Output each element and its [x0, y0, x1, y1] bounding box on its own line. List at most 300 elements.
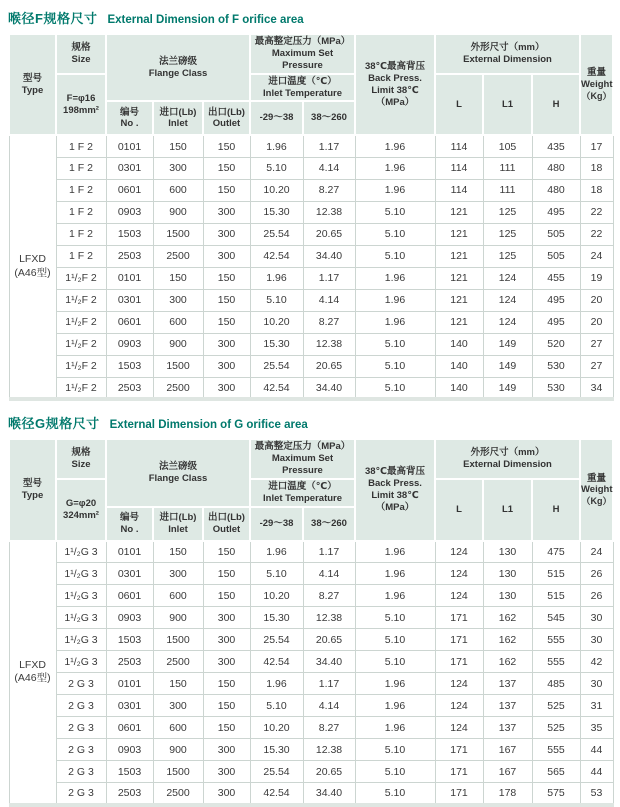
data-cell: 137	[483, 717, 532, 739]
data-cell: 475	[532, 541, 580, 563]
data-cell: 495	[532, 311, 580, 333]
data-cell: 300	[153, 563, 203, 585]
data-cell: 525	[532, 695, 580, 717]
size-spec-line1: G=φ20	[65, 498, 97, 509]
size-spec-line2: 324mm²	[63, 509, 99, 521]
data-cell: 1.96	[355, 157, 435, 179]
table-row	[9, 607, 613, 629]
data-cell: 1 F 2	[56, 245, 106, 267]
table-row	[9, 355, 613, 377]
data-cell: 5.10	[355, 245, 435, 267]
data-cell: 27	[580, 333, 613, 355]
inlettemp-label-zh: 进口温度（℃）	[268, 481, 337, 492]
data-cell: 600	[153, 179, 203, 201]
table-row	[9, 377, 613, 399]
table-row	[9, 585, 613, 607]
inlet-label-en: Inlet	[168, 523, 188, 535]
data-cell: 1503	[106, 223, 153, 245]
data-cell: 42	[580, 651, 613, 673]
table-row	[9, 201, 613, 223]
backpress-label-zh: 38℃最高背压	[364, 60, 426, 72]
section-title-g-zh: 喉径G规格尺寸	[8, 416, 100, 432]
data-cell: 34.40	[303, 651, 355, 673]
data-cell: 5.10	[355, 333, 435, 355]
data-cell: 17	[580, 135, 613, 157]
data-cell: 8.27	[303, 585, 355, 607]
data-cell: 5.10	[355, 739, 435, 761]
maxset-label-zh: 最高整定压力（MPa）	[254, 36, 351, 47]
data-cell: 114	[435, 135, 483, 157]
data-cell: 34	[580, 377, 613, 399]
inlet-label-zh: 进口(Lb)	[159, 511, 197, 523]
data-cell: 30	[580, 673, 613, 695]
data-cell: 4.14	[303, 695, 355, 717]
data-cell: 5.10	[355, 651, 435, 673]
data-cell: 124	[435, 695, 483, 717]
type-label-en: Type	[21, 490, 44, 502]
col-header-flange-class	[106, 34, 250, 101]
data-cell: 600	[153, 585, 203, 607]
data-cell: 34.40	[303, 377, 355, 399]
data-cell: 150	[203, 563, 250, 585]
size-label-zh: 规格	[71, 447, 91, 459]
data-cell: 5.10	[355, 201, 435, 223]
data-cell: 900	[153, 739, 203, 761]
data-cell: 124	[435, 673, 483, 695]
data-cell: 300	[203, 607, 250, 629]
data-cell: 1.96	[355, 717, 435, 739]
data-cell: 2500	[153, 377, 203, 399]
weight-label-zh: 重量	[587, 67, 607, 79]
data-cell: 8.27	[303, 311, 355, 333]
col-header-range-low: -29～38	[250, 101, 303, 135]
data-cell: 1.96	[250, 541, 303, 563]
data-cell: 1¹/₂F 2	[56, 355, 106, 377]
data-cell: 8.27	[303, 717, 355, 739]
size-label-en: Size	[71, 459, 91, 471]
table-row	[9, 245, 613, 267]
extdim-label-en: External Dimension	[463, 459, 552, 471]
data-cell: 124	[435, 541, 483, 563]
data-cell: 2503	[106, 783, 153, 805]
weight-unit: （Kg）	[581, 496, 612, 507]
data-cell: 25.54	[250, 761, 303, 783]
data-cell: 5.10	[355, 629, 435, 651]
data-cell: 515	[532, 563, 580, 585]
maxset-label-en: Maximum Set Pressure	[271, 47, 334, 71]
extdim-label-zh: 外形尺寸（mm）	[470, 447, 545, 459]
data-cell: 15.30	[250, 201, 303, 223]
data-cell: 25.54	[250, 223, 303, 245]
data-cell: 121	[435, 289, 483, 311]
data-cell: 600	[153, 717, 203, 739]
data-cell: 300	[203, 739, 250, 761]
section-title-f	[8, 8, 612, 27]
data-cell: 5.10	[250, 695, 303, 717]
data-cell: 0301	[106, 157, 153, 179]
data-cell: 1¹/₂F 2	[56, 333, 106, 355]
data-cell: 20.65	[303, 629, 355, 651]
table-row	[9, 311, 613, 333]
data-cell: 10.20	[250, 311, 303, 333]
flange-label-zh: 法兰磅级	[158, 55, 197, 67]
col-header-external-dimension	[435, 34, 580, 74]
table-row	[9, 179, 613, 201]
extdim-label-zh: 外形尺寸（mm）	[470, 41, 545, 53]
data-cell: 12.38	[303, 739, 355, 761]
table-row	[9, 761, 613, 783]
data-cell: 1503	[106, 355, 153, 377]
data-cell: 171	[435, 761, 483, 783]
data-cell: 162	[483, 629, 532, 651]
data-cell: 1.96	[355, 267, 435, 289]
data-cell: 150	[153, 673, 203, 695]
col-header-inlet	[153, 507, 203, 541]
data-cell: 150	[153, 135, 203, 157]
col-header-flange-class	[106, 439, 250, 506]
col-header-weight	[580, 439, 613, 540]
data-cell: 53	[580, 783, 613, 805]
data-cell: 900	[153, 607, 203, 629]
col-header-range-high: 38～260	[303, 101, 355, 135]
data-cell: 15.30	[250, 607, 303, 629]
data-cell: 575	[532, 783, 580, 805]
data-cell: 124	[435, 585, 483, 607]
data-cell: 1.96	[250, 267, 303, 289]
table-row	[9, 563, 613, 585]
data-cell: 121	[435, 311, 483, 333]
col-header-L: L	[435, 74, 483, 136]
data-cell: 121	[435, 223, 483, 245]
col-header-inlet-temperature	[250, 74, 355, 102]
data-cell: 530	[532, 355, 580, 377]
data-cell: 167	[483, 739, 532, 761]
data-cell: 485	[532, 673, 580, 695]
weight-label-en: Weight	[581, 79, 613, 91]
data-cell: 42.54	[250, 651, 303, 673]
model-type-cell	[9, 135, 56, 399]
data-cell: 1503	[106, 761, 153, 783]
data-cell: 105	[483, 135, 532, 157]
data-cell: 2500	[153, 245, 203, 267]
data-cell: 15.30	[250, 333, 303, 355]
data-cell: 1¹/₂F 2	[56, 289, 106, 311]
data-cell: 1.96	[355, 135, 435, 157]
data-cell: 565	[532, 761, 580, 783]
data-cell: 520	[532, 333, 580, 355]
inlet-label-zh: 进口(Lb)	[159, 106, 197, 118]
data-cell: 900	[153, 333, 203, 355]
data-cell: 2503	[106, 245, 153, 267]
data-cell: 149	[483, 377, 532, 399]
inlettemp-label-zh: 进口温度（℃）	[268, 75, 337, 87]
data-cell: 24	[580, 541, 613, 563]
no-label-en: No .	[120, 118, 139, 130]
data-cell: 1.96	[250, 135, 303, 157]
data-cell: 35	[580, 717, 613, 739]
data-cell: 171	[435, 739, 483, 761]
data-cell: 300	[203, 355, 250, 377]
data-cell: 25.54	[250, 629, 303, 651]
col-header-weight	[580, 34, 613, 135]
col-header-no	[106, 101, 153, 135]
data-cell: 300	[203, 223, 250, 245]
data-cell: 150	[153, 541, 203, 563]
section-title-f-zh: 喉径F规格尺寸	[8, 11, 98, 26]
data-cell: 1¹/₂G 3	[56, 607, 106, 629]
col-header-back-pressure	[355, 439, 435, 540]
data-cell: 150	[203, 289, 250, 311]
data-cell: 178	[483, 783, 532, 805]
data-cell: 1.96	[355, 311, 435, 333]
data-cell: 5.10	[355, 761, 435, 783]
data-cell: 505	[532, 223, 580, 245]
data-cell: 162	[483, 607, 532, 629]
data-cell: 25.54	[250, 355, 303, 377]
col-header-no	[106, 507, 153, 541]
outlet-label-en: Outlet	[212, 118, 241, 130]
data-cell: 5.10	[355, 223, 435, 245]
type-label-zh: 型号	[22, 72, 42, 84]
data-cell: 1¹/₂F 2	[56, 377, 106, 399]
data-cell: 124	[483, 311, 532, 333]
data-cell: 124	[435, 717, 483, 739]
model-name: LFXD	[19, 253, 46, 266]
backpress-label-zh: 38℃最高背压	[364, 466, 426, 478]
data-cell: 42.54	[250, 377, 303, 399]
data-cell: 0301	[106, 289, 153, 311]
data-cell: 1¹/₂F 2	[56, 311, 106, 333]
col-header-back-pressure	[355, 34, 435, 135]
data-cell: 140	[435, 333, 483, 355]
flange-label-en: Flange Class	[148, 67, 208, 79]
col-header-outlet	[203, 507, 250, 541]
data-cell: 114	[435, 157, 483, 179]
outlet-label-en: Outlet	[212, 523, 241, 535]
col-header-L1: L1	[483, 479, 532, 541]
data-cell: 1500	[153, 223, 203, 245]
data-cell: 1.96	[250, 673, 303, 695]
data-cell: 137	[483, 695, 532, 717]
table-row	[9, 157, 613, 179]
col-header-inlet	[153, 101, 203, 135]
data-cell: 505	[532, 245, 580, 267]
size-label-en: Size	[71, 53, 91, 65]
table-row	[9, 333, 613, 355]
data-cell: 1¹/₂G 3	[56, 563, 106, 585]
data-cell: 18	[580, 157, 613, 179]
table-row	[9, 695, 613, 717]
g-orifice-table-body	[9, 541, 613, 805]
data-cell: 22	[580, 223, 613, 245]
data-cell: 20.65	[303, 355, 355, 377]
data-cell: 495	[532, 201, 580, 223]
data-cell: 20	[580, 289, 613, 311]
section-title-g-en: External Dimension of G orifice area	[109, 419, 308, 432]
col-header-max-set-pressure	[250, 34, 355, 74]
data-cell: 150	[203, 585, 250, 607]
data-cell: 137	[483, 673, 532, 695]
col-header-type	[9, 439, 56, 540]
data-cell: 30	[580, 629, 613, 651]
data-cell: 31	[580, 695, 613, 717]
data-cell: 300	[153, 289, 203, 311]
data-cell: 300	[203, 761, 250, 783]
col-header-H: H	[532, 74, 580, 136]
data-cell: 1.17	[303, 135, 355, 157]
extdim-label-en: External Dimension	[463, 53, 552, 65]
data-cell: 5.10	[250, 289, 303, 311]
data-cell: 1¹/₂G 3	[56, 541, 106, 563]
data-cell: 114	[435, 179, 483, 201]
inlettemp-label-en: Inlet Temperature	[263, 87, 343, 99]
data-cell: 0101	[106, 673, 153, 695]
data-cell: 150	[203, 267, 250, 289]
type-label-zh: 型号	[22, 478, 42, 490]
weight-label-zh: 重量	[587, 472, 607, 484]
data-cell: 555	[532, 739, 580, 761]
data-cell: 2 G 3	[56, 717, 106, 739]
data-cell: 1 F 2	[56, 157, 106, 179]
g-orifice-table	[8, 438, 614, 806]
data-cell: 1¹/₂G 3	[56, 651, 106, 673]
col-header-max-set-pressure	[250, 439, 355, 479]
data-cell: 150	[203, 157, 250, 179]
data-cell: 5.10	[250, 563, 303, 585]
data-cell: 111	[483, 179, 532, 201]
data-cell: 1500	[153, 761, 203, 783]
data-cell: 20.65	[303, 761, 355, 783]
no-label-zh: 编号	[119, 106, 139, 118]
data-cell: 1.96	[355, 673, 435, 695]
weight-label-en: Weight	[581, 484, 613, 496]
col-header-H: H	[532, 479, 580, 541]
data-cell: 30	[580, 607, 613, 629]
data-cell: 0903	[106, 607, 153, 629]
data-cell: 124	[435, 563, 483, 585]
inlet-label-en: Inlet	[168, 118, 188, 130]
data-cell: 2503	[106, 651, 153, 673]
col-header-inlet-temperature	[250, 479, 355, 507]
data-cell: 140	[435, 355, 483, 377]
col-header-L: L	[435, 479, 483, 541]
data-cell: 0903	[106, 333, 153, 355]
data-cell: 149	[483, 333, 532, 355]
data-cell: 4.14	[303, 289, 355, 311]
data-cell: 42.54	[250, 245, 303, 267]
data-cell: 0903	[106, 201, 153, 223]
data-cell: 140	[435, 377, 483, 399]
size-spec-line2: 198mm²	[63, 104, 99, 116]
data-cell: 0101	[106, 135, 153, 157]
data-cell: 300	[203, 201, 250, 223]
data-cell: 44	[580, 739, 613, 761]
col-header-size-spec	[56, 479, 106, 541]
data-cell: 1.17	[303, 673, 355, 695]
data-cell: 5.10	[355, 355, 435, 377]
model-series: (A46型)	[14, 672, 51, 685]
table-row	[9, 717, 613, 739]
table-row	[9, 629, 613, 651]
data-cell: 125	[483, 245, 532, 267]
data-cell: 435	[532, 135, 580, 157]
f-orifice-table-body	[9, 135, 613, 399]
col-header-external-dimension	[435, 439, 580, 479]
data-cell: 149	[483, 355, 532, 377]
table-row	[9, 541, 613, 563]
data-cell: 555	[532, 629, 580, 651]
col-header-range-high: 38～260	[303, 507, 355, 541]
data-cell: 2500	[153, 783, 203, 805]
data-cell: 171	[435, 783, 483, 805]
data-cell: 480	[532, 157, 580, 179]
data-cell: 515	[532, 585, 580, 607]
data-cell: 44	[580, 761, 613, 783]
data-cell: 10.20	[250, 585, 303, 607]
outlet-label-zh: 出口(Lb)	[208, 106, 245, 118]
data-cell: 26	[580, 563, 613, 585]
data-cell: 1¹/₂F 2	[56, 267, 106, 289]
data-cell: 22	[580, 201, 613, 223]
data-cell: 300	[203, 651, 250, 673]
data-cell: 24	[580, 245, 613, 267]
data-cell: 1.96	[355, 179, 435, 201]
data-cell: 300	[203, 245, 250, 267]
model-type-cell	[9, 541, 56, 805]
inlettemp-label-en: Inlet Temperature	[263, 492, 343, 504]
data-cell: 0601	[106, 585, 153, 607]
data-cell: 1 F 2	[56, 135, 106, 157]
data-cell: 0301	[106, 695, 153, 717]
data-cell: 125	[483, 223, 532, 245]
data-cell: 12.38	[303, 201, 355, 223]
flange-label-en: Flange Class	[148, 473, 208, 485]
col-header-range-low: -29～38	[250, 507, 303, 541]
data-cell: 150	[203, 311, 250, 333]
no-label-zh: 编号	[119, 511, 139, 523]
data-cell: 0301	[106, 563, 153, 585]
data-cell: 5.10	[355, 377, 435, 399]
data-cell: 495	[532, 289, 580, 311]
data-cell: 530	[532, 377, 580, 399]
col-header-L1: L1	[483, 74, 532, 136]
data-cell: 26	[580, 585, 613, 607]
data-cell: 4.14	[303, 563, 355, 585]
data-cell: 1¹/₂G 3	[56, 629, 106, 651]
data-cell: 130	[483, 541, 532, 563]
data-cell: 27	[580, 355, 613, 377]
data-cell: 121	[435, 267, 483, 289]
data-cell: 0601	[106, 311, 153, 333]
maxset-label-zh: 最高整定压力（MPa）	[254, 441, 351, 453]
data-cell: 1¹/₂G 3	[56, 585, 106, 607]
data-cell: 150	[203, 673, 250, 695]
data-cell: 545	[532, 607, 580, 629]
data-cell: 4.14	[303, 157, 355, 179]
data-cell: 18	[580, 179, 613, 201]
data-cell: 0101	[106, 267, 153, 289]
data-cell: 167	[483, 761, 532, 783]
col-header-size-spec	[56, 74, 106, 136]
col-header-size	[56, 439, 106, 479]
f-orifice-table	[8, 33, 614, 401]
data-cell: 2 G 3	[56, 761, 106, 783]
data-cell: 19	[580, 267, 613, 289]
data-cell: 121	[435, 201, 483, 223]
data-cell: 2503	[106, 377, 153, 399]
data-cell: 171	[435, 629, 483, 651]
model-name: LFXD	[19, 658, 46, 671]
